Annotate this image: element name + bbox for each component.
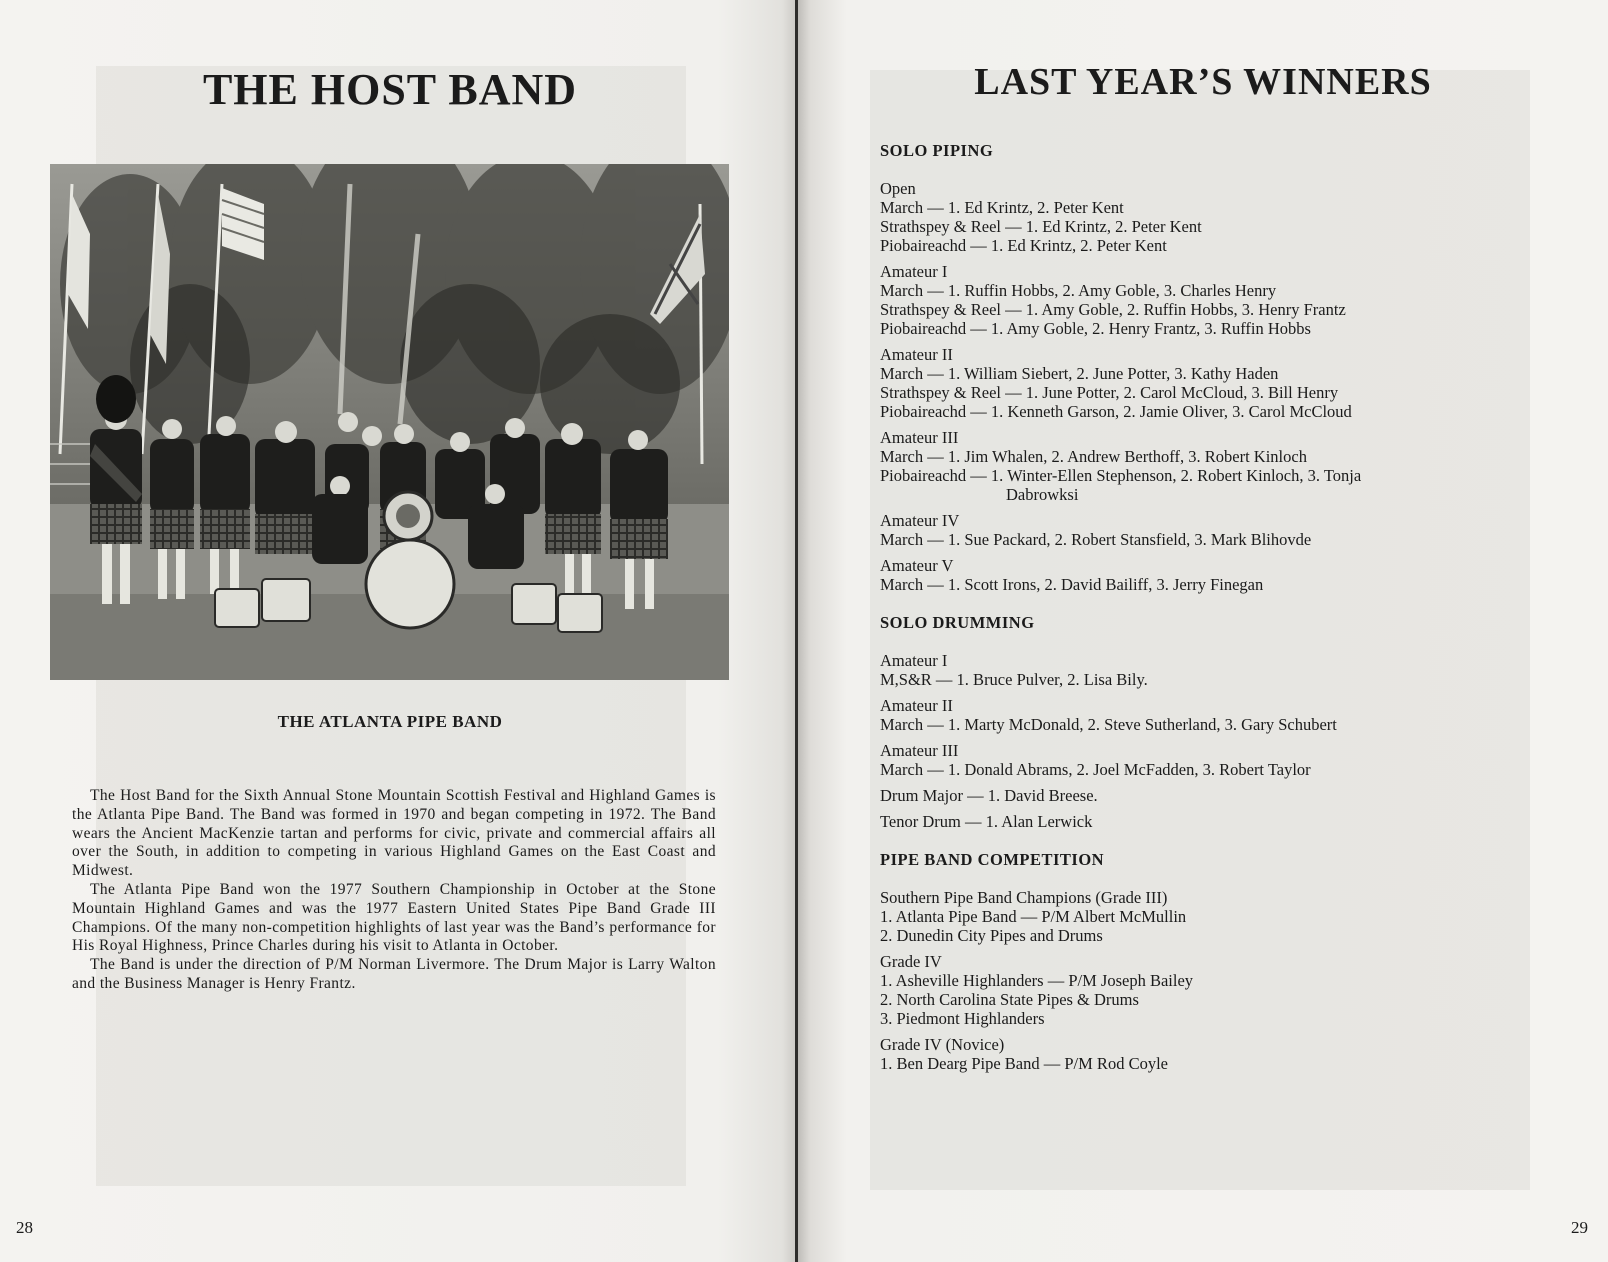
group-drum-amateur-i [880,651,1580,689]
result-line: 1. Asheville Highlanders — P/M Joseph Bailey [880,971,1194,990]
result-line: March — 1. William Siebert, 2. June Potter, 3. Kathy Haden [880,364,1279,383]
group-name: Amateur I [880,651,948,670]
result-line: Strathspey & Reel — 1. Amy Goble, 2. Ruffin Hobbs, 3. Henry Frantz [880,300,1346,319]
page-number-left: 28 [16,1218,33,1237]
section-heading-solo-piping: SOLO PIPING [880,141,994,160]
group-name: Amateur I [880,262,948,281]
article-paragraph: The Atlanta Pipe Band won the 1977 Southern Championship in October at the Stone Mountain Highland Games and was the 1977 Eastern United States Pipe Band Grade III Champions. Of the many non-competition highlights of last year was the Band’s performance for His Royal Highness, Prince Charles during his visit to Atlanta in October. [72,880,716,955]
result-line: 1. Ben Dearg Pipe Band — P/M Rod Coyle [880,1054,1168,1073]
page-title: LAST YEAR’S WINNERS [974,61,1432,103]
group-amateur-iv [880,511,1580,549]
group-name: Amateur II [880,696,953,715]
group-grade-iv-novice [880,1035,1580,1073]
group-drum-amateur-ii [880,696,1580,734]
group-name: Amateur III [880,428,959,447]
winners-list [880,141,1580,1080]
page-title: THE HOST BAND [202,65,578,114]
page-number-right: 29 [1571,1218,1588,1237]
group-name: Amateur V [880,556,954,575]
result-line: March — 1. Marty McDonald, 2. Steve Sutherland, 3. Gary Schubert [880,715,1337,734]
result-line: Strathspey & Reel — 1. June Potter, 2. Carol McCloud, 3. Bill Henry [880,383,1339,402]
result-line: Piobaireachd — 1. Winter-Ellen Stephenson, 2. Robert Kinloch, 3. Tonja [880,466,1362,485]
result-drum-major: Drum Major — 1. David Breese. [880,786,1098,805]
result-tenor-drum: Tenor Drum — 1. Alan Lerwick [880,812,1093,831]
article-paragraph: The Band is under the direction of P/M Norman Livermore. The Drum Major is Larry Walton and the Business Manager is Henry Frantz. [72,956,716,992]
group-amateur-ii [880,345,1580,421]
result-line: 2. North Carolina State Pipes & Drums [880,990,1139,1009]
group-amateur-v [880,556,1580,594]
result-line: March — 1. Scott Irons, 2. David Bailiff, 3. Jerry Finegan [880,575,1264,594]
result-line: 3. Piedmont Highlanders [880,1009,1045,1028]
section-heading-solo-drumming: SOLO DRUMMING [880,613,1035,632]
result-line-continuation: Dabrowksi [1006,485,1079,504]
host-band-article [72,787,716,994]
result-line: March — 1. Sue Packard, 2. Robert Stansfield, 3. Mark Blihovde [880,530,1312,549]
group-name: Open [880,179,916,198]
section-heading-pipe-band: PIPE BAND COMPETITION [880,850,1105,869]
group-name: Amateur IV [880,511,960,530]
article-paragraph: The Host Band for the Sixth Annual Stone Mountain Scottish Festival and Highland Games is the Atlanta Pipe Band. The Band was formed in 1970 and began competing in 1972. The Band wears the Ancient MacKenzie tartan and performs for civic, private and commercial affairs all over the South, in addition to competing in various Highland Games on the East Coast and Midwest. [72,787,716,880]
group-name: Amateur III [880,741,959,760]
result-line: March — 1. Donald Abrams, 2. Joel McFadden, 3. Robert Taylor [880,760,1311,779]
result-line: M,S&R — 1. Bruce Pulver, 2. Lisa Bily. [880,670,1148,689]
group-name: Southern Pipe Band Champions (Grade III) [880,888,1168,907]
group-grade-iv [880,952,1580,1028]
result-line: Strathspey & Reel — 1. Ed Krintz, 2. Peter Kent [880,217,1202,236]
result-line: 2. Dunedin City Pipes and Drums [880,926,1103,945]
group-grade-iii [880,888,1580,945]
result-line: Piobaireachd — 1. Amy Goble, 2. Henry Frantz, 3. Ruffin Hobbs [880,319,1311,338]
result-line: 1. Atlanta Pipe Band — P/M Albert McMullin [880,907,1187,926]
group-amateur-i [880,262,1580,338]
result-line: Piobaireachd — 1. Ed Krintz, 2. Peter Kent [880,236,1167,255]
band-photo [50,164,729,680]
group-open [880,179,1580,255]
group-amateur-iii [880,428,1580,504]
group-name: Amateur II [880,345,953,364]
result-line: March — 1. Ruffin Hobbs, 2. Amy Goble, 3. Charles Henry [880,281,1277,300]
group-drum-amateur-iii [880,741,1580,779]
right-page [798,0,1608,1262]
group-name: Grade IV (Novice) [880,1035,1005,1054]
result-line: Piobaireachd — 1. Kenneth Garson, 2. Jamie Oliver, 3. Carol McCloud [880,402,1352,421]
photo-caption: THE ATLANTA PIPE BAND [277,712,503,731]
result-line: March — 1. Ed Krintz, 2. Peter Kent [880,198,1124,217]
group-name: Grade IV [880,952,942,971]
result-line: March — 1. Jim Whalen, 2. Andrew Berthoff, 3. Robert Kinloch [880,447,1307,466]
left-page [0,0,798,1262]
